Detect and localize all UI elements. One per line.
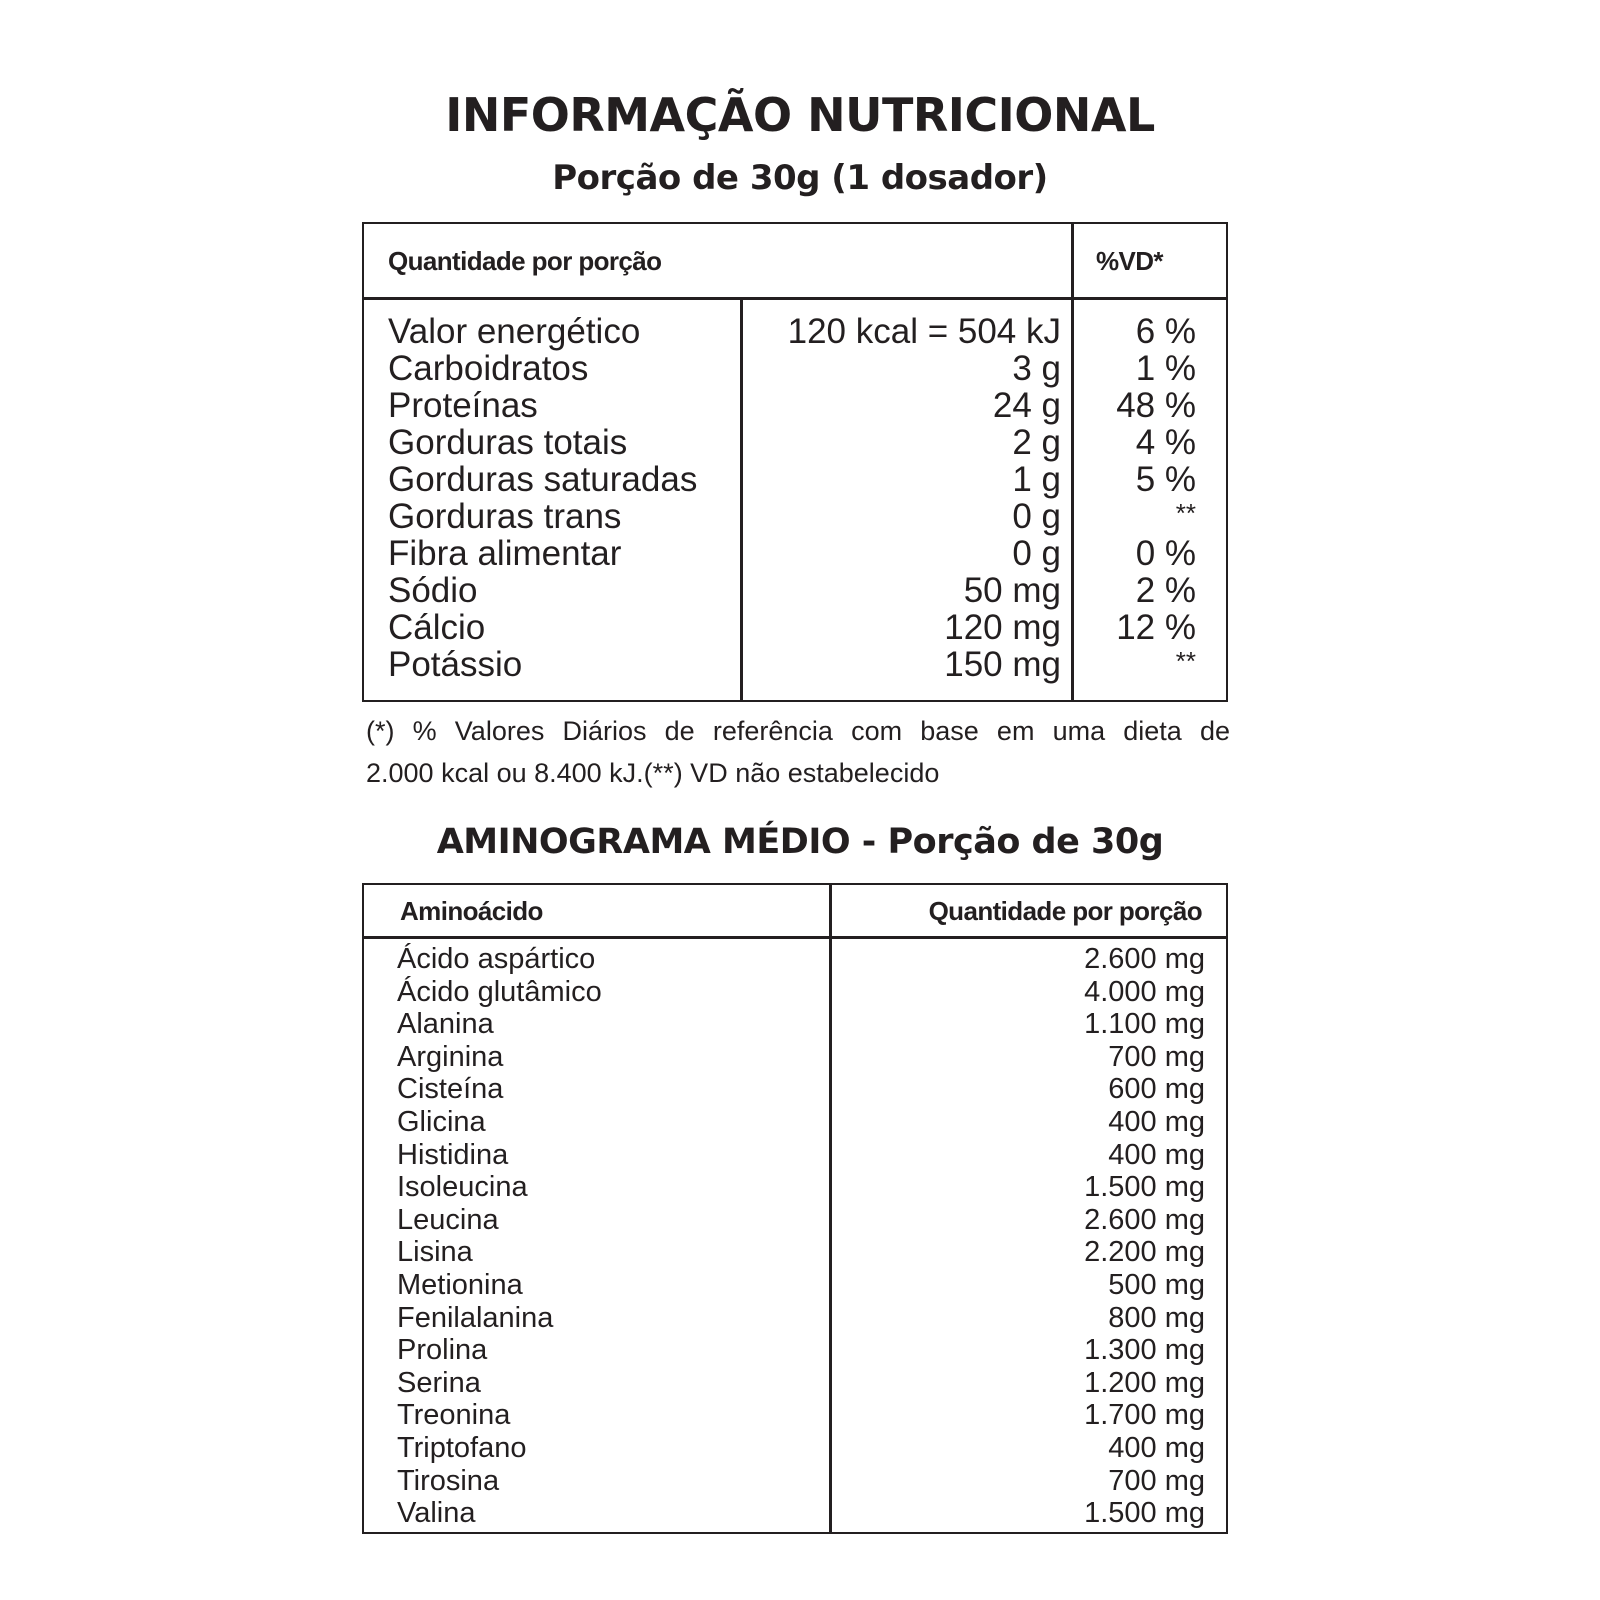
nutrition-row — [364, 424, 1230, 461]
nutrient-quantity: 24 g — [992, 386, 1061, 425]
nutrient-quantity: 2 g — [1012, 423, 1061, 462]
nutrient-quantity: 120 mg — [944, 608, 1061, 647]
amino-name: Tirosina — [397, 1464, 500, 1497]
amino-quantity: 2.600 mg — [1084, 943, 1205, 975]
nutrient-vd: 1 % — [1135, 349, 1196, 388]
header-quantity-per-portion: Quantidade por porção — [388, 246, 662, 276]
amino-row — [364, 1171, 1230, 1204]
amino-quantity: 1.500 mg — [1084, 1171, 1205, 1204]
nutrient-vd: 4 % — [1135, 423, 1196, 462]
nutrient-name: Carboidratos — [388, 349, 589, 388]
amino-quantity: 400 mg — [1108, 1106, 1205, 1138]
nutrient-name: Proteínas — [388, 386, 538, 425]
amino-row — [364, 1139, 1230, 1172]
amino-name: Treonina — [397, 1399, 511, 1432]
amino-name: Lisina — [397, 1236, 473, 1269]
nutrition-row — [364, 535, 1230, 572]
nutrient-name: Cálcio — [388, 608, 486, 647]
amino-quantity: 400 mg — [1108, 1138, 1205, 1171]
amino-quantity: 700 mg — [1108, 1464, 1205, 1497]
amino-row — [364, 943, 1230, 976]
nutrient-vd: 48 % — [1116, 386, 1196, 425]
amino-name: Triptofano — [397, 1432, 527, 1464]
amino-row — [364, 1106, 1230, 1139]
amino-name: Prolina — [397, 1334, 488, 1367]
nutrition-row — [364, 572, 1230, 609]
nutrient-name: Fibra alimentar — [388, 534, 622, 573]
amino-quantity: 600 mg — [1108, 1073, 1205, 1106]
header-vd: %VD* — [1096, 246, 1163, 276]
nutrition-row — [364, 313, 1230, 350]
header-divider — [364, 297, 1226, 300]
amino-name: Serina — [397, 1366, 481, 1399]
amino-row — [364, 1302, 1230, 1335]
amino-name: Ácido aspártico — [397, 943, 596, 975]
amino-row — [364, 1204, 1230, 1237]
amino-quantity: 800 mg — [1108, 1301, 1205, 1334]
amino-row — [364, 1367, 1230, 1400]
nutrition-row — [364, 646, 1230, 683]
amino-name: Leucina — [397, 1203, 499, 1236]
header-aminoacid: Aminoácido — [400, 896, 543, 926]
nutrient-vd: ** — [1175, 498, 1196, 528]
nutrient-vd: 0 % — [1135, 534, 1196, 573]
amino-name: Glicina — [397, 1106, 486, 1138]
nutrient-vd: 12 % — [1116, 608, 1196, 647]
page-subtitle: Porção de 30g (1 dosador) — [552, 158, 1048, 198]
footnote — [366, 710, 1230, 794]
nutrient-quantity: 3 g — [1012, 349, 1061, 388]
nutrient-name: Potássio — [388, 645, 523, 684]
amino-quantity: 1.700 mg — [1084, 1399, 1205, 1432]
amino-row — [364, 976, 1230, 1009]
amino-quantity: 2.200 mg — [1084, 1236, 1205, 1269]
nutrient-quantity: 0 g — [1012, 497, 1061, 536]
nutrient-quantity: 50 mg — [963, 571, 1061, 610]
amino-name: Arginina — [397, 1040, 504, 1073]
page-title: INFORMAÇÃO NUTRICIONAL — [445, 88, 1155, 142]
nutrient-vd: 6 % — [1135, 312, 1196, 351]
amino-row — [364, 1008, 1230, 1041]
nutrition-table — [362, 222, 1228, 702]
nutrient-quantity: 0 g — [1012, 534, 1061, 573]
nutrition-row — [364, 498, 1230, 535]
amino-quantity: 400 mg — [1108, 1432, 1205, 1464]
amino-name: Histidina — [397, 1138, 509, 1171]
amino-quantity: 1.300 mg — [1084, 1334, 1205, 1367]
amino-quantity: 700 mg — [1108, 1040, 1205, 1073]
footnote-line-2: 2.000 kcal ou 8.400 kJ.(**) VD não estabelecido — [366, 758, 940, 788]
amino-row — [364, 1269, 1230, 1302]
amino-name: Alanina — [397, 1008, 494, 1041]
amino-row — [364, 1073, 1230, 1106]
nutrient-quantity: 150 mg — [944, 645, 1061, 684]
amino-name: Valina — [397, 1497, 476, 1530]
amino-quantity: 1.500 mg — [1084, 1497, 1205, 1530]
nutrition-row — [364, 609, 1230, 646]
nutrient-vd: ** — [1175, 646, 1196, 676]
amino-row — [364, 1041, 1230, 1074]
amino-quantity: 1.100 mg — [1084, 1008, 1205, 1041]
amino-row — [364, 1334, 1230, 1367]
nutrient-vd: 2 % — [1135, 571, 1196, 610]
amino-name: Fenilalanina — [397, 1301, 554, 1334]
nutrient-name: Gorduras saturadas — [388, 460, 698, 499]
amino-quantity: 1.200 mg — [1084, 1366, 1205, 1399]
amino-row — [364, 1465, 1230, 1498]
nutrition-row — [364, 350, 1230, 387]
nutrient-quantity: 120 kcal = 504 kJ — [787, 312, 1061, 351]
amino-row — [364, 1399, 1230, 1432]
amino-row — [364, 1236, 1230, 1269]
amino-row — [364, 1497, 1230, 1530]
nutrient-name: Gorduras totais — [388, 423, 628, 462]
nutrition-row — [364, 387, 1230, 424]
nutrient-vd: 5 % — [1135, 460, 1196, 499]
nutrition-row — [364, 461, 1230, 498]
nutrient-name: Gorduras trans — [388, 497, 622, 536]
nutrient-name: Sódio — [388, 571, 478, 610]
header-amino-quantity: Quantidade por porção — [928, 896, 1202, 926]
amino-name: Cisteína — [397, 1073, 504, 1106]
amino-name: Metionina — [397, 1269, 523, 1301]
amino-row — [364, 1432, 1230, 1465]
amino-table — [362, 883, 1228, 1534]
amino-quantity: 2.600 mg — [1084, 1203, 1205, 1236]
amino-header-divider — [364, 936, 1226, 939]
amino-quantity: 4.000 mg — [1084, 975, 1205, 1008]
amino-name: Isoleucina — [397, 1171, 528, 1204]
amino-title: AMINOGRAMA MÉDIO - Porção de 30g — [436, 822, 1164, 862]
nutrient-quantity: 1 g — [1012, 460, 1061, 499]
nutrient-name: Valor energético — [388, 312, 641, 351]
amino-quantity: 500 mg — [1108, 1269, 1205, 1301]
amino-name: Ácido glutâmico — [397, 975, 602, 1008]
footnote-line-1: (*) % Valores Diários de referência com base em uma dieta de — [366, 716, 1230, 746]
